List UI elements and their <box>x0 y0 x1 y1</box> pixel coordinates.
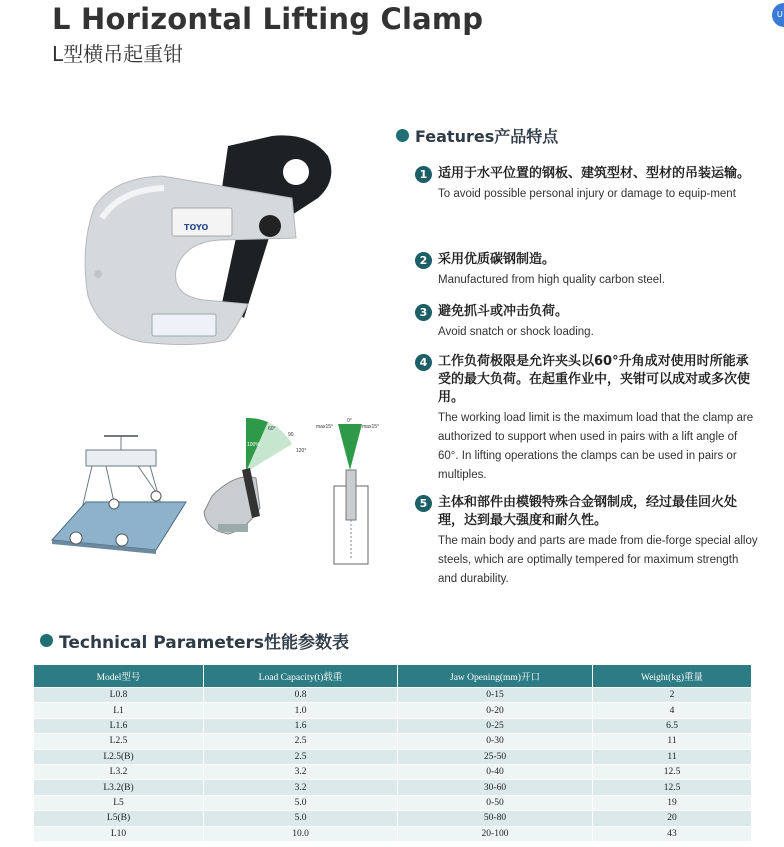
angle-label-max15-right: max15° <box>362 424 380 430</box>
table-row <box>34 764 752 779</box>
feature-en-text: Avoid snatch or shock loading. <box>438 326 594 338</box>
cell-jaw: 25-50 <box>398 749 593 764</box>
number-badge-icon: 5 <box>415 495 432 512</box>
corner-badge-icon[interactable]: U <box>772 3 784 27</box>
feature-item-3 <box>415 303 760 342</box>
angle-diagram <box>204 418 306 534</box>
table-row <box>34 795 752 810</box>
cell-load: 5.0 <box>204 811 398 826</box>
cell-model: L1.6 <box>34 718 204 733</box>
feature-en-text: Manufactured from high quality carbon steel. <box>438 274 665 286</box>
parameters-heading-text: Technical Parameters性能参数表 <box>59 633 350 653</box>
column-header-weight: Weight(kg)重量 <box>593 665 752 688</box>
cell-model: L5(B) <box>34 811 204 826</box>
cell-load: 2.5 <box>204 734 398 749</box>
table-header-row <box>34 665 752 688</box>
table-row <box>34 826 752 841</box>
cell-load: 5.0 <box>204 795 398 810</box>
table-row <box>34 734 752 749</box>
cell-weight: 11 <box>593 749 752 764</box>
feature-zh-text: 适用于水平位置的钢板、建筑型材、型材的吊装运输。 <box>438 166 751 181</box>
cell-load: 2.5 <box>204 749 398 764</box>
cell-model: L3.2 <box>34 764 204 779</box>
cell-load: 3.2 <box>204 780 398 795</box>
cell-jaw: 0-30 <box>398 734 593 749</box>
table-row <box>34 688 752 703</box>
feature-zh-text: 主体和部件由模锻特殊合金钢制成，经过最佳回火处理，达到最大强度和耐久性。 <box>438 495 738 528</box>
page-subtitle: L型横吊起重钳 <box>52 42 184 66</box>
feature-item-4 <box>415 353 760 485</box>
cell-jaw: 0-25 <box>398 718 593 733</box>
cell-weight: 43 <box>593 826 752 841</box>
cell-jaw: 0-20 <box>398 703 593 718</box>
table-row <box>34 749 752 764</box>
feature-item-2 <box>415 251 760 290</box>
cell-load: 1.6 <box>204 718 398 733</box>
cell-load: 0.8 <box>204 688 398 703</box>
pair-lifting-diagram <box>52 436 186 554</box>
cell-model: L0.8 <box>34 688 204 703</box>
angle-label-0: 0° <box>347 418 352 424</box>
cell-weight: 4 <box>593 703 752 718</box>
angle-label-100pct: 100% <box>247 442 260 448</box>
cell-load: 1.0 <box>204 703 398 718</box>
number-badge-icon: 2 <box>415 252 432 269</box>
feature-en-text: To avoid possible personal injury or damage to equip-ment <box>438 188 736 200</box>
table-row <box>34 718 752 733</box>
angle-label-90: 90 <box>288 432 294 438</box>
parameters-heading <box>40 628 349 653</box>
cell-load: 3.2 <box>204 764 398 779</box>
cell-weight: 19 <box>593 795 752 810</box>
table-row <box>34 780 752 795</box>
cell-weight: 2 <box>593 688 752 703</box>
page-title: L Horizontal Lifting Clamp <box>52 2 484 36</box>
number-badge-icon: 1 <box>415 166 432 183</box>
cell-model: L10 <box>34 826 204 841</box>
cell-weight: 12.5 <box>593 780 752 795</box>
feature-zh-text: 避免抓斗或冲击负荷。 <box>438 304 569 319</box>
cell-model: L5 <box>34 795 204 810</box>
feature-zh-text: 采用优质碳钢制造。 <box>438 252 556 267</box>
angle-label-120: 120° <box>296 448 307 454</box>
cell-load: 10.0 <box>204 826 398 841</box>
cell-model: L2.5 <box>34 734 204 749</box>
cell-jaw: 50-80 <box>398 811 593 826</box>
cell-weight: 20 <box>593 811 752 826</box>
feature-zh-text: 工作负荷极限是允许夹头以60°升角成对使用时所能承受的最大负荷。在起重作业中，夹钳可以成对或多次使用。 <box>438 354 751 405</box>
number-badge-icon: 4 <box>415 354 432 371</box>
feature-item-5 <box>415 494 760 589</box>
features-heading-text: Features产品特点 <box>415 127 559 146</box>
feature-item-1 <box>415 165 760 204</box>
clamp-brand-label: TOYO <box>184 223 209 232</box>
clamp-body <box>85 176 296 345</box>
cell-weight: 12.5 <box>593 764 752 779</box>
feature-en-text: The main body and parts are made from die-forge special alloy steels, which are optimally tempered for maximum strength and durability. <box>438 535 758 585</box>
feature-en-text: The working load limit is the maximum load that the clamp are authorized to support when used in pairs with a lift angle of 60°. In lifting operations the clamps can be used in pairs or multiples. <box>438 412 754 481</box>
table-row <box>34 811 752 826</box>
cell-jaw: 0-40 <box>398 764 593 779</box>
features-heading <box>396 124 558 147</box>
cell-model: L1 <box>34 703 204 718</box>
column-header-load: Load Capacity(t)载重 <box>204 665 398 688</box>
cell-model: L2.5(B) <box>34 749 204 764</box>
angle-label-60: 60° <box>268 426 276 432</box>
features-bullet-icon <box>396 129 409 142</box>
table-row <box>34 703 752 718</box>
parameters-bullet-icon <box>40 634 53 647</box>
usage-diagram <box>46 412 386 572</box>
product-image <box>72 128 362 360</box>
cell-jaw: 0-15 <box>398 688 593 703</box>
cell-weight: 6.5 <box>593 718 752 733</box>
number-badge-icon: 3 <box>415 304 432 321</box>
cell-jaw: 20-100 <box>398 826 593 841</box>
angle-label-max15-left: max15° <box>316 424 334 430</box>
cell-weight: 11 <box>593 734 752 749</box>
cell-jaw: 0-50 <box>398 795 593 810</box>
cell-model: L3.2(B) <box>34 780 204 795</box>
max-angle-diagram <box>316 418 379 564</box>
cell-jaw: 30-60 <box>398 780 593 795</box>
column-header-model: Model型号 <box>34 665 204 688</box>
column-header-jaw: Jaw Opening(mm)开口 <box>398 665 593 688</box>
parameters-table <box>33 664 752 842</box>
